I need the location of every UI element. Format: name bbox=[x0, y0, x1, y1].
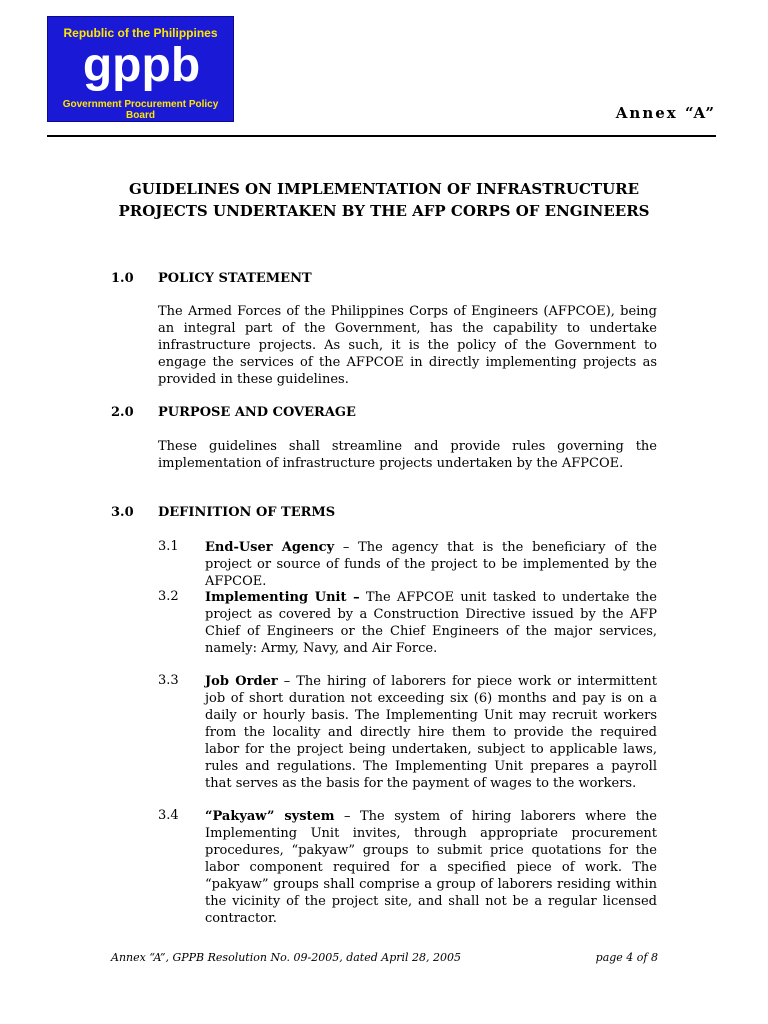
definition-item bbox=[205, 589, 657, 657]
definition-item bbox=[205, 808, 657, 927]
section-number: 2.0 bbox=[111, 405, 134, 420]
footer-reference: Annex “A”, GPPB Resolution No. 09-2005, dated April 28, 2005 bbox=[111, 951, 462, 964]
logo-agency-text: Government Procurement Policy Board bbox=[62, 99, 219, 121]
section-body: These guidelines shall streamline and provide rules governing the implementation of infrastructure projects undertaken by the AFPCOE. bbox=[158, 439, 657, 471]
definition-term: “Pakyaw” system bbox=[205, 809, 335, 824]
definition-number: 3.4 bbox=[158, 808, 179, 823]
definition-number: 3.2 bbox=[158, 589, 179, 604]
definition-text: – The hiring of laborers for piece work or intermittent job of short duration not exceeding six (6) months and pay is on a daily or hourly basis. The Implementing Unit may recruit workers from the locality and directly hire them to provide the required labor for the project being undertaken, subject to applicable laws, rules and regulations. The Implementing Unit prepares a payroll that serves as the basis for the payment of wages to the workers. bbox=[205, 674, 657, 791]
header-rule bbox=[47, 135, 716, 137]
definition-item bbox=[205, 673, 657, 792]
gppb-logo-mark bbox=[48, 41, 235, 93]
section-heading: POLICY STATEMENT bbox=[158, 271, 312, 286]
definition-text: The AFPCOE unit tasked to undertake the project as covered by a Construction Directive issued by the AFP Chief of Engineers or the Chief Engineers of the major services, namely: Army, Navy, and Air Force. bbox=[205, 590, 657, 656]
annex-label: Annex “A” bbox=[615, 104, 716, 122]
definition-term: Implementing Unit – bbox=[205, 590, 360, 605]
definition-term: Job Order bbox=[205, 674, 278, 689]
definition-number: 3.1 bbox=[158, 539, 179, 554]
logo-mark-text: gppb bbox=[82, 41, 201, 92]
logo-country-text: Republic of the Philippines bbox=[63, 26, 218, 40]
page-number: page 4 of 8 bbox=[595, 951, 658, 964]
section-number: 1.0 bbox=[111, 271, 134, 286]
section-body: The Armed Forces of the Philippines Corps of Engineers (AFPCOE), being an integral part of the Government, has the capability to undertake infrastructure projects. As such, it is the policy of the Government to engage the services of the AFPCOE in directly implementing projects as provided in these guidelines. bbox=[158, 304, 657, 387]
section-heading: PURPOSE AND COVERAGE bbox=[158, 405, 356, 420]
section-heading: DEFINITION OF TERMS bbox=[158, 505, 336, 520]
definition-term: End-User Agency bbox=[205, 540, 335, 555]
definition-item bbox=[205, 539, 657, 590]
section-number: 3.0 bbox=[111, 505, 134, 520]
definition-number: 3.3 bbox=[158, 673, 179, 688]
definition-text: – The system of hiring laborers where the Implementing Unit invites, through appropriate procurement procedures, “pakyaw” groups to submit price quotations for the labor component required for a specified piece of work. The “pakyaw” groups shall comprise a group of laborers residing within the vicinity of the project site, and shall not be a regular licensed contractor. bbox=[205, 809, 657, 926]
document-title: GUIDELINES ON IMPLEMENTATION OF INFRASTRUCTURE PROJECTS UNDERTAKEN BY THE AFP CORPS OF ENGINEERS bbox=[118, 180, 650, 220]
gppb-logo bbox=[47, 16, 234, 122]
definition-text: – The agency that is the beneficiary of the project or source of funds of the project to be implemented by the AFPCOE. bbox=[205, 540, 658, 589]
